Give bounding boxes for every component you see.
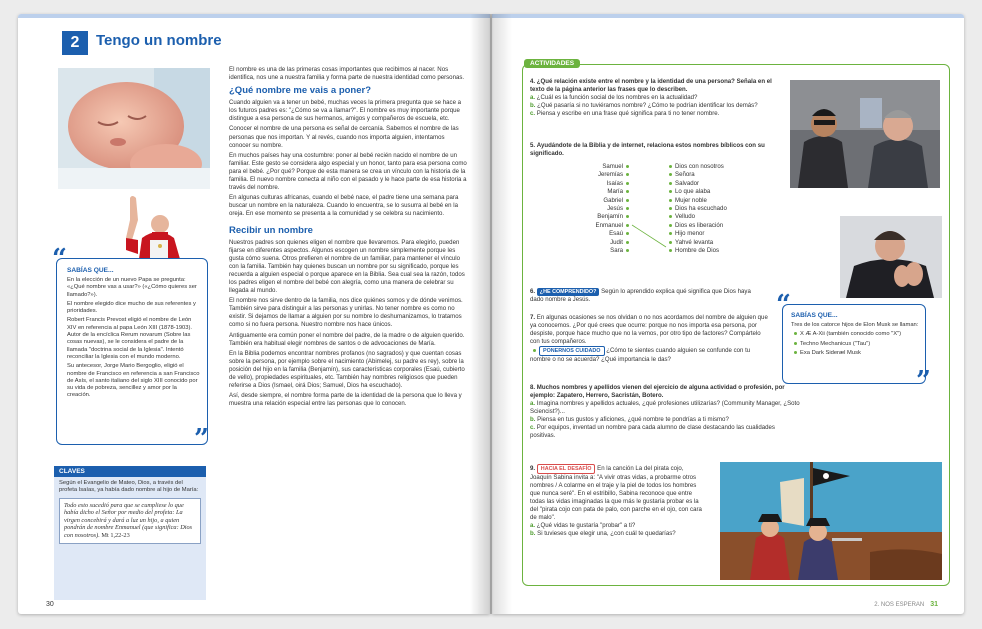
match-name: Isaías [552, 180, 632, 188]
left-main-column [229, 66, 467, 410]
close-quote-icon: ” [194, 424, 209, 454]
match-meaning: Dios ha escuchado [666, 205, 776, 213]
care-tag: PONERNOS CUIDADO [539, 346, 605, 356]
heading-recibir: Recibir un nombre [229, 224, 313, 236]
sub-text: Si tuvieses que elegir una, ¿con cuál te quedarías? [537, 530, 676, 537]
match-meaning: Mujer noble [666, 197, 776, 205]
baby-photo [58, 68, 210, 189]
match-name: Benjamín [552, 213, 632, 221]
sabias-paragraph: Robert Francis Prevost eligió el nombre de León XIV en referencia al papa León XIII (1878-1903). Autor de la encíclica Rerum novarum (Sobre las cosas nuevas), se le considera el padre de la llamada "doctrina social de la Iglesia". Intentó reconciliar la Iglesia con el mundo moderno. [67, 317, 193, 360]
open-quote-icon: “ [776, 290, 791, 320]
paragraph-8: En la Biblia podemos encontrar nombres profanos (no sagrados) y que cuentan cosas sobre la persona, por ejemplo sobre el nacimiento (Abimelej, su padre es rey), sobre la posición del hijo en la familia (Benjamín), sus características corporales (Esaú, cubierto de vello), propiedades espirituales, etc. También hay nombres religiosos que pueden referirse a Dios (Ismael, oirá Dios; Samuel, Dios ha escuchado). [229, 349, 465, 390]
claves-title: CLAVES [54, 466, 206, 477]
match-meaning: Salvador [666, 180, 776, 188]
claves-box [54, 466, 206, 600]
sub-text: Piensa en tus gustos y aficiones, ¿qué nombre te pondrías a ti mismo? [537, 416, 729, 423]
paragraph-9: Así, desde siempre, el nombre forma parte de la identidad de la persona que lo lleva y muestra una relación especial entre las personas que lo conocen. [229, 392, 462, 408]
paragraph-6: El nombre nos sirve dentro de la familia, nos dice quiénes somos y de dónde venimos. También sirve para distinguir a las personas y unirlas. No tener nombre es como no existir. Si dejamos de llamar a alguien por su nombre lo deshumanizamos, lo tratamos como si no fuera persona. Nuestro nombre nos hace únicos. [229, 297, 463, 329]
comprehension-tag: ¿HE COMPRENDIDO? [537, 288, 600, 296]
chapter-number: 2 [62, 31, 88, 55]
question-9 [530, 464, 702, 538]
match-name: Enmanuel [552, 222, 632, 230]
left-page [18, 14, 490, 614]
sub-text: Por equipos, inventad un nombre para cada alumno de clase destacando las cualidades positivas. [530, 424, 775, 439]
sabias-title: SABÍAS QUE... [791, 312, 838, 319]
sub-text: Imagina nombres y apellidos actuales, ¿qué profesiones utilizarías? (Community Manager, ¿Soto Sciencist?)... [530, 400, 800, 415]
open-book [18, 14, 964, 616]
claves-intro: Según el Evangelio de Mateo, Dios, a través del profeta Isaías, ya había dado nombre al hijo de María: [59, 480, 199, 494]
sabias-item: Exa Dark Sideræl Musk [791, 350, 919, 357]
sub-text: ¿Cómo te sientes cuando alguien se confunde con tu nombre o no se acuerda? ¿Qué importancia le das? [530, 347, 751, 363]
paragraph-3: En muchos países hay una costumbre: poner al bebé recién nacido el nombre de un familiar. Este gesto se considera algo especial y un honor, tanto para esa persona como para el bebé. ¿Por qué? Porque de esta manera se crea un vínculo con la historia de la familia. El nuevo nombre conecta al niño con el pasado y le hace parte de esa historia a través del nombre. [229, 151, 467, 192]
question-number: 7. [530, 314, 536, 321]
sabias-paragraph: En la elección de un nuevo Papa se pregunta: «¿Qué nombre vas a usar?» («¿Cómo quieres ser llamado?»). [67, 277, 197, 298]
question-text: Muchos nombres y apellidos vienen del ejercicio de alguna actividad o profesión, por ejemplo: Zapatero, Herrero, Sacristán, Botero. [530, 384, 785, 399]
sabias-intro: Tres de los catorce hijos de Elon Musk se llaman: [791, 322, 919, 328]
match-name: Esaú [552, 230, 632, 238]
challenge-tag: HACIA EL DESAFÍO [537, 464, 596, 474]
names-column [552, 163, 632, 255]
sub-letter: c. [530, 424, 536, 431]
match-meaning: Velludo [666, 213, 776, 221]
sub-letter: b. [530, 530, 536, 537]
bible-quote [59, 498, 201, 544]
elon-musk-photo [840, 216, 942, 298]
sub-letter: a. [530, 400, 536, 407]
question-7 [530, 314, 770, 364]
bible-quote-text: Todo esto sucedió para que se cumpliese lo que había dicho el Señor por medio del profeta: La virgen concebirá y dará a luz un hijo, a quien pondrán de nombre Enmanuel (que significa: Dios con nosotros). [64, 501, 193, 539]
sabias-paragraph: El nombre elegido dice mucho de sus referentes y prioridades. [67, 300, 196, 315]
match-meaning: Señora [666, 171, 776, 179]
chapter-title: Tengo un nombre [96, 32, 222, 49]
question-text: ¿Qué relación existe entre el nombre y la identidad de una persona? Señala en el texto de la página anterior las frases que lo describen. [530, 78, 772, 93]
question-text: Según lo aprendido explica qué significa que Dios haya dado nombre a Jesús. [530, 288, 751, 303]
question-text: Ayudándote de la Biblia y de internet, relaciona estos nombres bíblicos con su significado. [530, 142, 765, 157]
left-page-number: 30 [46, 601, 54, 608]
heading-que-nombre: ¿Qué nombre me vais a poner? [229, 85, 372, 97]
activities-label: ACTIVIDADES [524, 59, 580, 68]
sabias-que-musk-box [782, 304, 926, 384]
sub-text: Piensa y escribe en una frase qué significa para ti no tener nombre. [536, 110, 720, 117]
sabias-que-box [56, 258, 208, 445]
sabias-item: X Æ A-Xii (también conocido como "X") [791, 331, 919, 338]
match-name: Sara [552, 247, 632, 255]
close-quote-icon: ” [916, 366, 931, 396]
question-number: 6. [530, 288, 536, 295]
question-text: En la canción La del pirata cojo, Joaquín Sabina invita a: "A vivir otras vidas, a probarme otros nombres / A colarme en el traje y la piel de todos los hombres que nunca seré". En el estribillo, Sabina reconoce que entre todas las vidas imaginadas la que más le gustaría probar es la del "pirata cojo con pata de palo, con parche en el ojo, con cara de malo". [530, 465, 702, 521]
sabias-item: Techno Mechanicus ("Tau") [791, 341, 919, 348]
question-6 [530, 288, 766, 304]
match-meaning: Hombre de Dios [666, 247, 776, 255]
paragraph-4: En algunas culturas africanas, cuando el bebé nace, el padre tiene una semana para buscar un nombre en la naturaleza. Cuando lo encuentra, se lo susurra al bebé en la oreja. En ese momento se presenta a la comunidad y se celebra su nacimiento. [229, 194, 459, 218]
sub-letter: a. [530, 522, 536, 529]
match-name: Gabriel [552, 197, 632, 205]
question-number: 8. [530, 384, 536, 391]
celebrity-photo [790, 80, 940, 188]
question-5 [530, 142, 780, 158]
sabias-title: SABÍAS QUE... [67, 267, 114, 274]
match-name: Jeremías [552, 171, 632, 179]
sub-text: ¿Qué vidas te gustaría "probar" a ti? [536, 522, 636, 529]
question-number: 9. [530, 465, 536, 472]
match-meaning: Lo que alaba [666, 188, 776, 196]
match-meaning: Dios es liberación [666, 222, 776, 230]
footer-section: 2. NOS ESPERAN [874, 602, 925, 608]
question-number: 5. [530, 142, 536, 149]
right-page-number: 31 [930, 601, 938, 608]
match-meaning: Dios con nosotros [666, 163, 776, 171]
open-quote-icon: “ [52, 244, 67, 274]
paragraph-2: Conocer el nombre de una persona es señal de cercanía. Sabemos el nombre de las personas que nos importan. Y al revés, cuando nos importa alguien, intentamos conocer su nombre. [229, 125, 459, 149]
paragraph-7: Antiguamente era común poner el nombre del padre, de la madre o de alguien querido. También era habitual elegir nombres de santos o de advocaciones de María. [229, 331, 465, 347]
question-text: En algunas ocasiones se nos olvidan o no nos acordamos del nombre de alguien que ya conocemos. ¿Por qué crees que ocurre: porque no nos importa esa persona, por despiste, porque hace mucho que no la vemos, por otro tipo de factores? Compártelo con tus compañeros. [530, 314, 768, 345]
sub-letter: b. [530, 102, 536, 109]
sub-letter: c. [530, 110, 536, 117]
right-footer [874, 601, 938, 608]
sub-text: ¿Qué pasaría si no tuviéramos nombre? ¿Cómo te podrían identificar los demás? [537, 102, 758, 109]
meanings-column [666, 163, 776, 255]
paragraph-5: Nuestros padres son quienes eligen el nombre que llevaremos. Para elegirlo, pueden fijarse en diferentes aspectos. Algunos escogen un nombre simplemente porque les gusta cómo suena. Otros prefieren el nombre de un familiar, para mantener el vínculo con la familia. También hay quienes buscan un nombre por su significado, porque les recuerda a alguien especial o porque aparece en la Biblia. Sea cual sea la razón, todos los padres eligen el nombre del bebé con alegría, como una manera de celebrar su llegada al mundo. [229, 238, 465, 295]
right-page [492, 14, 964, 614]
match-name: María [552, 188, 632, 196]
match-name: Jesús [552, 205, 632, 213]
sub-text: ¿Cuál es la función social de los nombres en la actualidad? [536, 94, 698, 101]
sub-letter: b. [530, 416, 536, 423]
match-name: Samuel [552, 163, 632, 171]
sub-letter: a. [530, 94, 536, 101]
question-number: 4. [530, 78, 536, 85]
question-4 [530, 78, 782, 118]
bible-quote-ref: Mt 1,22-23 [101, 531, 130, 539]
match-meaning: Hijo menor [666, 230, 776, 238]
top-band [18, 14, 490, 18]
paragraph-1: Cuando alguien va a tener un bebé, muchas veces la primera pregunta que se hace a los futuros padres es: "¿Cómo se va a llamar?". El nombre es muy importante porque distingue a esa persona de sus hermanos, amigos y compañeros de escuela, etc. [229, 99, 462, 123]
top-band [492, 14, 964, 18]
question-8 [530, 384, 800, 440]
match-name: Judit [552, 239, 632, 247]
pirate-children-photo [720, 462, 942, 580]
match-example-line [630, 213, 670, 253]
intro-paragraph: El nombre es una de las primeras cosas importantes que recibimos al nacer. Nos identifica, nos une a nuestra familia y forma parte de nuestra identidad como personas. [229, 66, 465, 82]
pope-photo [116, 194, 202, 266]
sabias-paragraph: Su antecesor, Jorge Mario Bergoglio, eligió el nombre de Francisco en referencia a san Francisco de Asís, el santo italiano del siglo XIII conocido por su vida de pobreza, sencillez y amor por la creación. [67, 363, 200, 399]
match-meaning: Yahvé levanta [666, 239, 776, 247]
